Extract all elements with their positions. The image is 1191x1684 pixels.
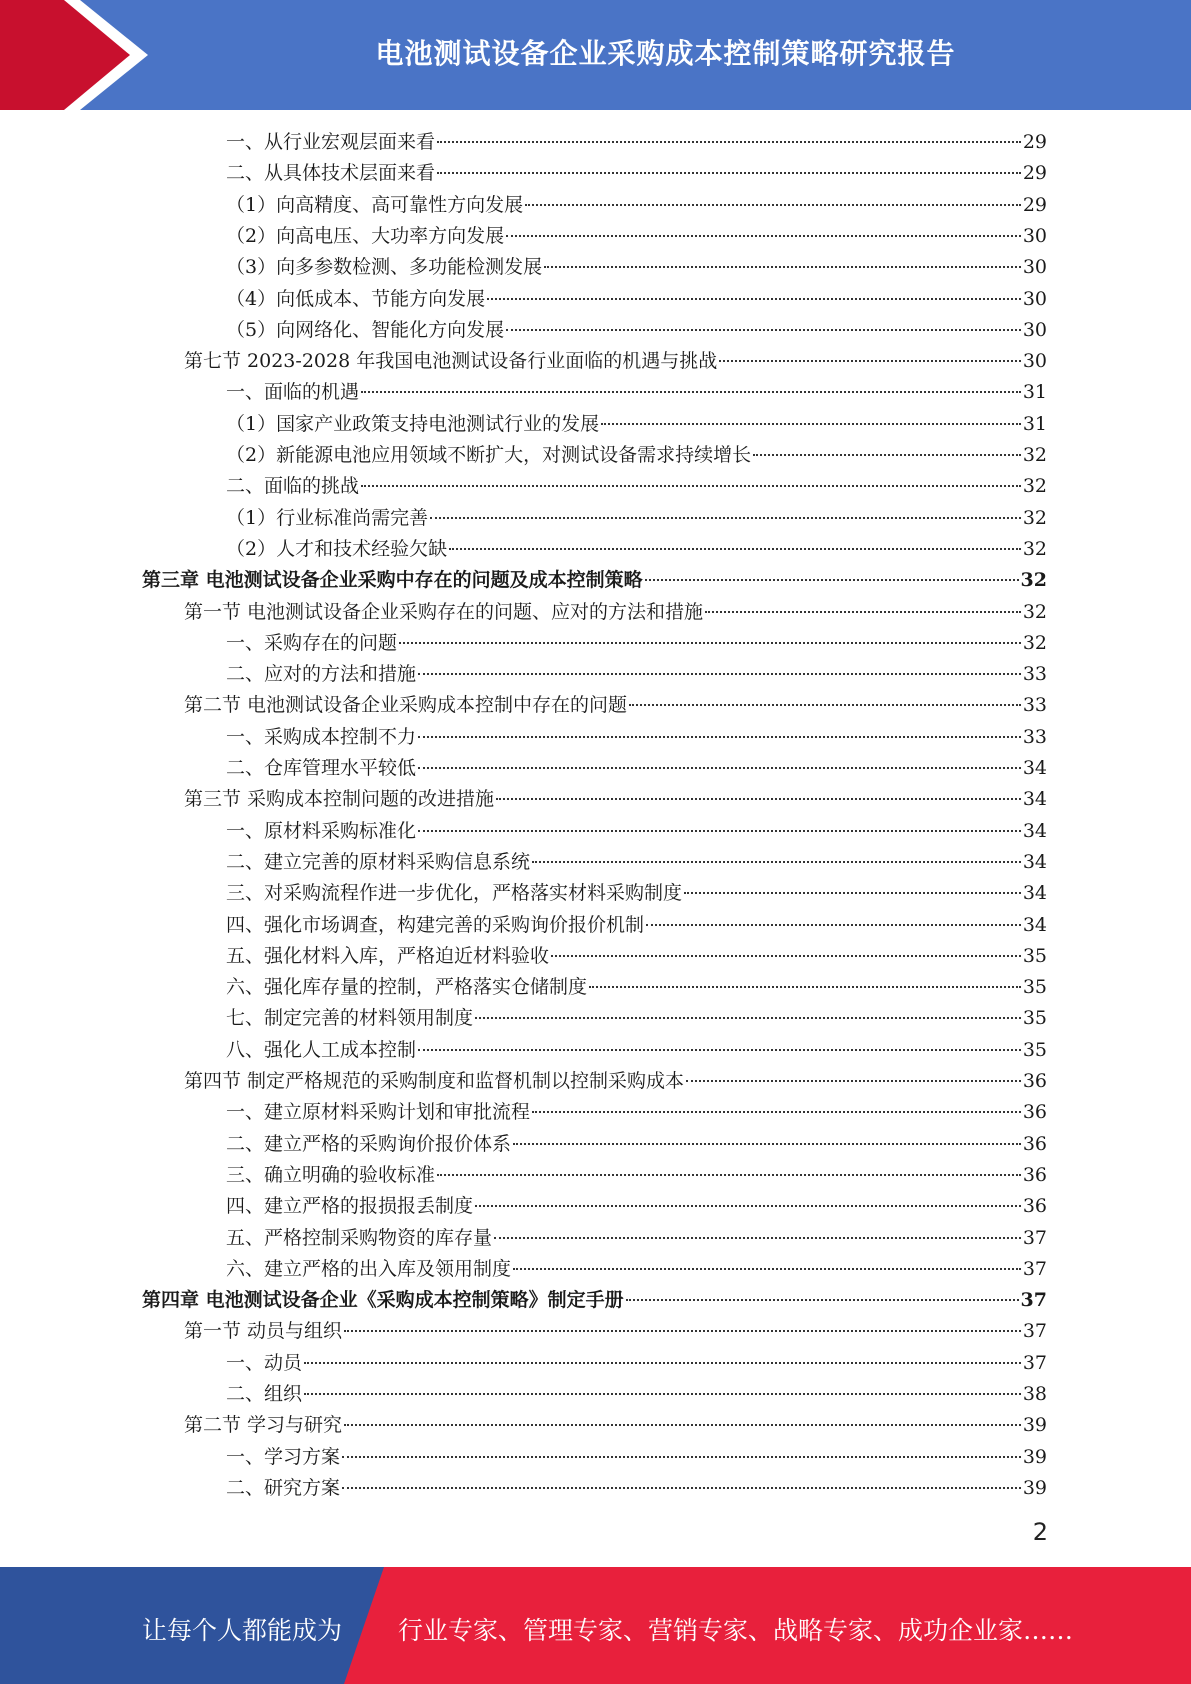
toc-entry-title: 二、建立完善的原材料采购信息系统 [226, 850, 531, 873]
toc-entry[interactable] [226, 1473, 1047, 1504]
toc-leader-dots [475, 1017, 1021, 1019]
toc-entry-title: 六、建立严格的出入库及领用制度 [226, 1257, 512, 1280]
toc-entry[interactable] [184, 346, 1047, 377]
toc-leader-dots [506, 329, 1021, 331]
toc-entry-title: （2）向高电压、大功率方向发展 [226, 224, 505, 247]
toc-entry-title: 七、制定完善的材料领用制度 [226, 1007, 474, 1030]
toc-entry-title: 第二节 电池测试设备企业采购成本控制中存在的问题 [184, 694, 628, 717]
toc-entry[interactable] [226, 816, 1047, 847]
toc-leader-dots [418, 767, 1021, 769]
toc-leader-dots [646, 924, 1021, 926]
toc-entry-page: 37 [1022, 1320, 1047, 1343]
toc-leader-dots [304, 1362, 1021, 1364]
toc-entry-title: 八、强化人工成本控制 [226, 1038, 417, 1061]
toc-leader-dots [544, 266, 1021, 268]
toc-entry[interactable] [226, 315, 1047, 346]
toc-leader-dots [437, 172, 1021, 174]
toc-entry[interactable] [226, 910, 1047, 941]
toc-entry-title: 四、强化市场调查，构建完善的采购询价报价机制 [226, 913, 645, 936]
toc-entry-page: 34 [1022, 913, 1047, 936]
toc-entry-page: 32 [1022, 475, 1047, 498]
toc-entry-page: 35 [1022, 944, 1047, 967]
toc-entry[interactable] [226, 284, 1047, 315]
toc-leader-dots [418, 673, 1021, 675]
toc-entry-page: 32 [1022, 444, 1047, 466]
toc-entry[interactable] [226, 1254, 1047, 1285]
toc-leader-dots [513, 1268, 1021, 1270]
toc-entry-title: 二、建立严格的采购询价报价体系 [226, 1132, 512, 1155]
toc-entry-title: （4）向低成本、节能方向发展 [226, 287, 486, 310]
page-header [0, 0, 1191, 110]
toc-entry-title: 一、面临的机遇 [226, 381, 360, 404]
toc-leader-dots [496, 798, 1021, 800]
toc-leader-dots [506, 235, 1021, 237]
toc-entry-page: 36 [1022, 1070, 1047, 1092]
toc-entry[interactable] [226, 659, 1047, 690]
toc-entry[interactable] [226, 158, 1047, 189]
toc-entry[interactable] [226, 1191, 1047, 1222]
toc-entry-title: 五、严格控制采购物资的库存量 [226, 1226, 493, 1249]
toc-entry-title: 一、从行业宏观层面来看 [226, 131, 436, 153]
toc-entry-title: （3）向多参数检测、多功能检测发展 [226, 256, 543, 279]
toc-entry-title: 二、应对的方法和措施 [226, 663, 417, 686]
toc-entry-page: 32 [1022, 506, 1047, 529]
toc-leader-dots [626, 1299, 1019, 1301]
toc-entry-page: 33 [1022, 725, 1047, 748]
toc-entry[interactable] [226, 1379, 1047, 1410]
toc-entry-title: （5）向网络化、智能化方向发展 [226, 318, 505, 341]
toc-entry-page: 29 [1022, 162, 1047, 185]
toc-entry[interactable] [226, 753, 1047, 784]
toc-entry-title: （1）行业标准尚需完善 [226, 506, 429, 529]
toc-entry-page: 30 [1022, 256, 1047, 279]
toc-leader-dots [418, 1049, 1021, 1051]
toc-entry-page: 30 [1022, 350, 1047, 373]
toc-entry[interactable] [226, 1223, 1047, 1254]
toc-entry[interactable] [226, 127, 1047, 158]
toc-entry-title: 二、研究方案 [226, 1476, 341, 1499]
toc-entry-title: （2）新能源电池应用领域不断扩大，对测试设备需求持续增长 [226, 444, 752, 466]
toc-entry-page: 34 [1022, 850, 1047, 873]
toc-leader-dots [686, 1080, 1021, 1082]
toc-entry-title: 第七节 2023-2028 年我国电池测试设备行业面临的机遇与挑战 [184, 350, 718, 373]
toc-leader-dots [487, 298, 1021, 300]
toc-entry-page: 35 [1022, 1038, 1047, 1061]
toc-entry[interactable] [226, 1160, 1047, 1191]
toc-entry-page: 29 [1022, 193, 1047, 216]
toc-entry[interactable] [226, 1129, 1047, 1160]
toc-entry-page: 35 [1022, 976, 1047, 999]
toc-entry[interactable] [226, 221, 1047, 252]
toc-entry-title: 一、动员 [226, 1351, 303, 1374]
toc-entry-page: 32 [1020, 569, 1047, 592]
toc-entry-page: 30 [1022, 224, 1047, 247]
toc-entry-page: 30 [1022, 318, 1047, 341]
toc-leader-dots [719, 360, 1021, 362]
page-footer [0, 1567, 1191, 1684]
header-arrow-decoration [0, 0, 160, 110]
toc-entry-page: 39 [1022, 1445, 1047, 1468]
footer-slogan-left: 让每个人都能成为 [142, 1616, 343, 1645]
toc-leader-dots [449, 548, 1021, 550]
toc-leader-dots [629, 704, 1021, 706]
toc-entry-page: 37 [1022, 1257, 1047, 1280]
toc-leader-dots [494, 1237, 1021, 1239]
toc-entry[interactable] [184, 690, 1047, 721]
toc-entry-page: 30 [1022, 287, 1047, 310]
toc-entry[interactable] [226, 440, 1047, 471]
toc-entry-title: （1）国家产业政策支持电池测试行业的发展 [226, 412, 600, 435]
toc-entry-page: 31 [1022, 381, 1047, 404]
toc-leader-dots [513, 1143, 1021, 1145]
toc-entry-page: 29 [1022, 131, 1047, 153]
toc-entry-title: 一、原材料采购标准化 [226, 819, 417, 842]
toc-entry-page: 36 [1022, 1195, 1047, 1218]
toc-entry-page: 34 [1022, 819, 1047, 842]
toc-entry-page: 33 [1022, 694, 1047, 717]
toc-leader-dots [304, 1393, 1021, 1395]
toc-entry-title: 三、对采购流程作进一步优化，严格落实材料采购制度 [226, 882, 683, 905]
toc-entry[interactable] [226, 1035, 1047, 1066]
toc-entry-title: 六、强化库存量的控制，严格落实仓储制度 [226, 976, 588, 999]
toc-entry[interactable] [226, 1348, 1047, 1379]
toc-leader-dots [430, 517, 1021, 519]
toc-leader-dots [418, 736, 1021, 738]
toc-leader-dots [437, 141, 1021, 143]
toc-entry[interactable] [226, 722, 1047, 753]
toc-entry-page: 33 [1022, 663, 1047, 686]
toc-entry-title: 五、强化材料入库，严格迫近材料验收 [226, 944, 550, 967]
toc-entry-title: 二、组织 [226, 1383, 303, 1405]
toc-entry-page: 34 [1022, 757, 1047, 779]
toc-entry[interactable] [226, 252, 1047, 283]
toc-entry-title: 第二节 学习与研究 [184, 1414, 343, 1437]
footer-slogan-right: 行业专家、管理专家、营销专家、战略专家、成功企业家…… [398, 1616, 1074, 1645]
toc-entry-title: （2）人才和技术经验欠缺 [226, 537, 448, 560]
toc-entry-title: 三、确立明确的验收标准 [226, 1163, 436, 1186]
toc-entry-title: 第四节 制定严格规范的采购制度和监督机制以控制采购成本 [184, 1070, 685, 1092]
report-title: 电池测试设备企业采购成本控制策略研究报告 [375, 37, 956, 70]
toc-entry[interactable] [184, 784, 1047, 815]
toc-entry-page: 32 [1022, 537, 1047, 560]
toc-entry-title: 一、建立原材料采购计划和审批流程 [226, 1101, 531, 1124]
toc-entry-title: 四、建立严格的报损报丢制度 [226, 1195, 474, 1218]
toc-entry[interactable] [184, 597, 1047, 628]
toc-leader-dots [342, 1456, 1021, 1458]
toc-entry-page: 34 [1022, 882, 1047, 905]
toc-entry[interactable] [226, 628, 1047, 659]
toc-leader-dots [551, 955, 1021, 957]
toc-entry-title: 一、学习方案 [226, 1445, 341, 1468]
toc-entry-page: 34 [1022, 788, 1047, 811]
toc-entry-page: 36 [1022, 1101, 1047, 1124]
toc-leader-dots [589, 986, 1021, 988]
toc-entry-page: 37 [1022, 1226, 1047, 1249]
toc-leader-dots [532, 861, 1021, 863]
toc-leader-dots [645, 579, 1019, 581]
toc-entry-page: 38 [1022, 1383, 1047, 1405]
toc-entry-page: 39 [1022, 1476, 1047, 1499]
toc-entry[interactable] [226, 878, 1047, 909]
toc-leader-dots [684, 892, 1021, 894]
toc-leader-dots [705, 611, 1021, 613]
toc-entry[interactable] [226, 972, 1047, 1003]
toc-entry-title: （1）向高精度、高可靠性方向发展 [226, 193, 524, 216]
toc-entry[interactable] [226, 847, 1047, 878]
toc-entry-title: 第一节 动员与组织 [184, 1320, 343, 1343]
toc-leader-dots [753, 454, 1021, 456]
toc-entry[interactable] [226, 503, 1047, 534]
toc-entry[interactable] [142, 1285, 1047, 1316]
toc-leader-dots [399, 642, 1021, 644]
page-number: 2 [1032, 1518, 1048, 1546]
toc-entry-page: 36 [1022, 1163, 1047, 1186]
toc-entry-page: 37 [1020, 1289, 1047, 1312]
toc-entry-page: 39 [1022, 1414, 1047, 1437]
toc-entry-page: 32 [1022, 631, 1047, 654]
toc-entry-page: 32 [1022, 600, 1047, 623]
toc-entry[interactable] [226, 471, 1047, 502]
toc-entry[interactable] [226, 1442, 1047, 1473]
toc-entry-title: 一、采购存在的问题 [226, 631, 398, 654]
toc-entry[interactable] [184, 1316, 1047, 1347]
toc-entry-page: 35 [1022, 1007, 1047, 1030]
toc-leader-dots [437, 1174, 1021, 1176]
toc-entry[interactable] [226, 1003, 1047, 1034]
toc-entry-title: 第四章 电池测试设备企业《采购成本控制策略》制定手册 [142, 1289, 624, 1312]
toc-entry-page: 37 [1022, 1351, 1047, 1374]
toc-entry[interactable] [226, 190, 1047, 221]
toc-leader-dots [525, 204, 1021, 206]
toc-entry-title: 二、面临的挑战 [226, 475, 360, 498]
toc-leader-dots [344, 1330, 1021, 1332]
toc-entry-title: 二、仓库管理水平较低 [226, 757, 417, 779]
toc-leader-dots [418, 830, 1021, 832]
toc-entry-title: 二、从具体技术层面来看 [226, 162, 436, 185]
toc-leader-dots [601, 423, 1021, 425]
toc-entry-page: 36 [1022, 1132, 1047, 1155]
toc-entry[interactable] [226, 534, 1047, 565]
toc-entry-title: 第一节 电池测试设备企业采购存在的问题、应对的方法和措施 [184, 600, 704, 623]
toc-entry[interactable] [184, 1410, 1047, 1441]
toc-leader-dots [344, 1424, 1021, 1426]
toc-entry-title: 第三节 采购成本控制问题的改进措施 [184, 788, 495, 811]
toc-leader-dots [361, 485, 1021, 487]
toc-entry[interactable] [184, 1066, 1047, 1097]
toc-entry[interactable] [226, 1097, 1047, 1128]
toc-leader-dots [342, 1487, 1021, 1489]
toc-entry[interactable] [226, 409, 1047, 440]
toc-entry-page: 31 [1022, 412, 1047, 435]
toc-entry[interactable] [142, 565, 1047, 596]
toc-leader-dots [475, 1205, 1021, 1207]
toc-entry-title: 第三章 电池测试设备企业采购中存在的问题及成本控制策略 [142, 569, 643, 592]
toc-entry[interactable] [226, 377, 1047, 408]
toc-entry-title: 一、采购成本控制不力 [226, 725, 417, 748]
toc-leader-dots [532, 1111, 1021, 1113]
toc-leader-dots [361, 391, 1021, 393]
toc-entry[interactable] [226, 941, 1047, 972]
